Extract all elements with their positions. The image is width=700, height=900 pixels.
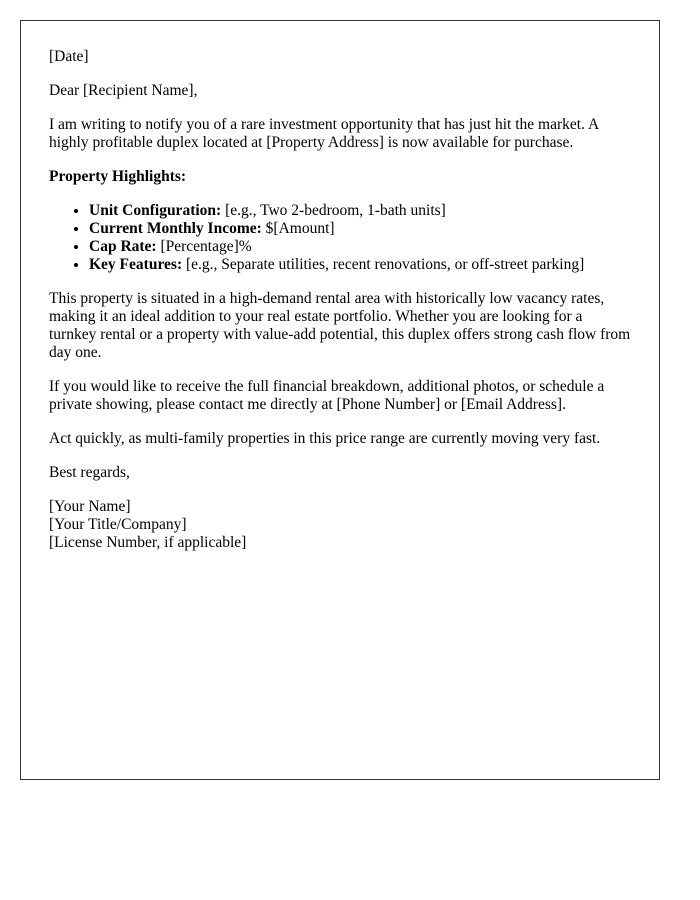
letter-date: [Date] — [49, 48, 89, 65]
letter-intro: I am writing to notify you of a rare investment opportunity that has just hit the market. A highly profitable duplex located at [Property Address] is now available for purchase. — [49, 116, 599, 151]
letter-urgency-paragraph: Act quickly, as multi-family properties in this price range are currently moving very fast. — [49, 430, 601, 447]
highlight-label: Unit Configuration: — [89, 202, 222, 219]
letter-contact-paragraph: If you would like to receive the full financial breakdown, additional photos, or schedule a private showing, please contact me directly at [Phone Number] or [Email Address]. — [49, 378, 605, 413]
letter-page — [20, 20, 660, 780]
signature-title: [Your Title/Company] — [49, 516, 187, 533]
highlight-value: [Percentage]% — [156, 238, 252, 255]
signature-name: [Your Name] — [49, 498, 131, 515]
signature-license: [License Number, if applicable] — [49, 534, 247, 551]
signature-block — [49, 498, 631, 552]
letter-closing: Best regards, — [49, 464, 130, 481]
highlight-item-unit-configuration — [89, 202, 631, 220]
highlights-heading: Property Highlights: — [49, 168, 187, 185]
highlight-label: Current Monthly Income: — [89, 220, 262, 237]
highlight-value: [e.g., Separate utilities, recent renovations, or off-street parking] — [182, 256, 585, 273]
letter-salutation: Dear [Recipient Name], — [49, 82, 198, 99]
highlight-item-key-features — [89, 256, 631, 274]
highlights-list — [49, 202, 631, 274]
highlight-item-cap-rate — [89, 238, 631, 256]
highlight-value: $[Amount] — [261, 220, 335, 237]
highlight-value: [e.g., Two 2-bedroom, 1-bath units] — [221, 202, 446, 219]
highlight-label: Cap Rate: — [89, 238, 157, 255]
highlight-item-monthly-income — [89, 220, 631, 238]
highlight-label: Key Features: — [89, 256, 183, 273]
letter-body-paragraph: This property is situated in a high-demand rental area with historically low vacancy rates, making it an ideal addition to your real estate portfolio. Whether you are looking for a turnkey rental or a property with value-add potential, this duplex offers strong cash flow from day one. — [49, 290, 631, 361]
